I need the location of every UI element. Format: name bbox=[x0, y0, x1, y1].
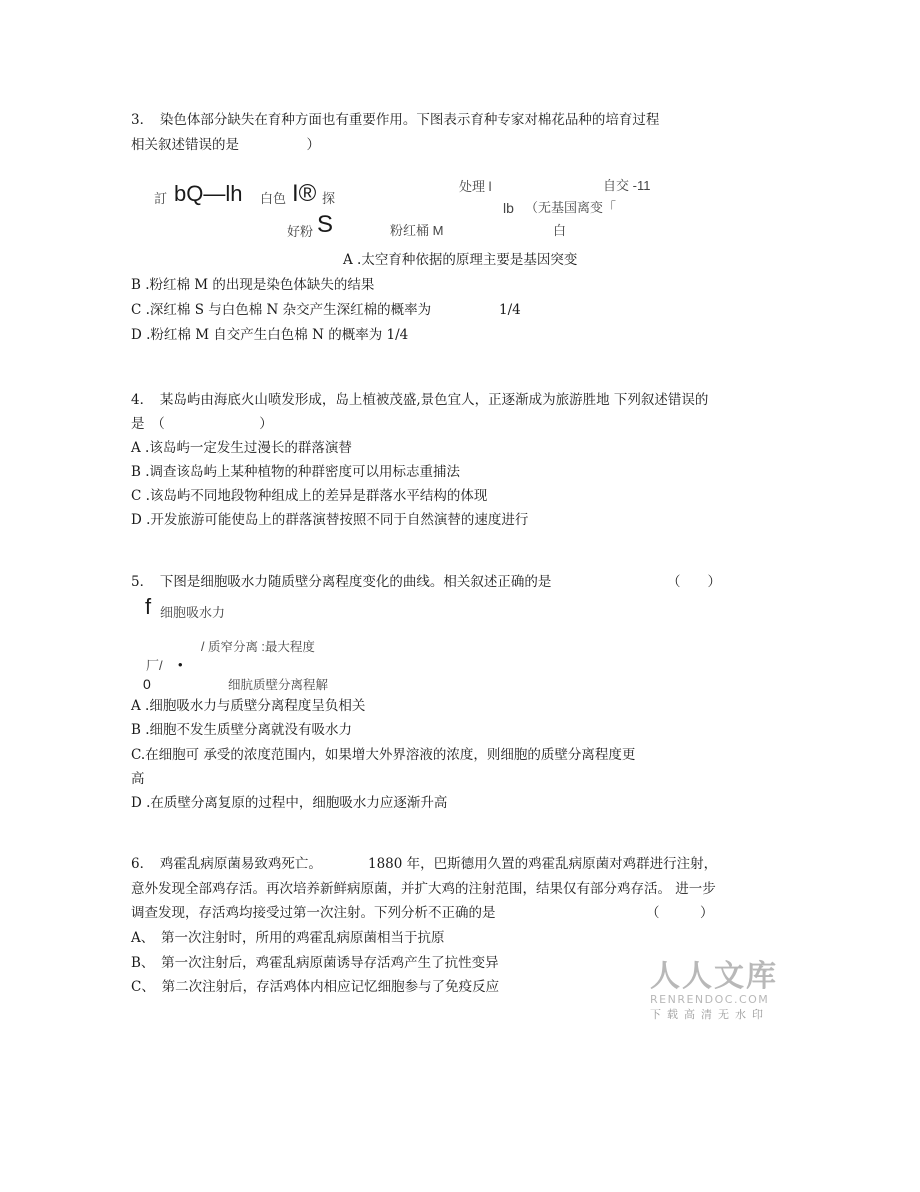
q6-option-b: B、 第一次注射后，鸡霍乱病原菌诱导存活鸡产生了抗性变异 bbox=[131, 955, 499, 971]
q6-stem-line1a: 6． 鸡霍乱病原菌易致鸡死亡。 bbox=[131, 856, 322, 872]
watermark-title: 人人文库 bbox=[650, 959, 778, 994]
diagram-label: 处理 l bbox=[459, 179, 492, 194]
watermark-site: RENRENDOC.COM bbox=[650, 993, 770, 1006]
q3-option-a: A .太空育种依据的原理主要是基因突变 bbox=[343, 252, 578, 268]
q4-option-a: A .该岛屿一定发生过漫长的群落演替 bbox=[131, 440, 352, 456]
q5-option-a: A .细胞吸水力与质壁分离程度呈负相关 bbox=[131, 698, 366, 714]
diagram-label: lb bbox=[503, 200, 514, 216]
diagram-label: （无基国离变「 bbox=[525, 200, 617, 215]
q5-stem-line1: 5． 下图是细胞吸水力随质壁分离程度变化的曲线。相关叙述正确的是 bbox=[131, 574, 552, 590]
q5-option-d: D .在质壁分离复原的过程中，细胞吸水力应逐渐升高 bbox=[131, 795, 448, 811]
diagram-label: 白色 bbox=[260, 191, 287, 206]
q5-option-c-cont: 高 bbox=[131, 771, 145, 787]
q3-option-c-value: 1/4 bbox=[499, 302, 521, 318]
q6-option-a: A、 第一次注射时，所用的鸡霍乱病原菌相当于抗原 bbox=[131, 930, 445, 946]
graph-annotation: / 质窄分离 :最大程度 bbox=[201, 640, 315, 654]
q4-stem-line2: 是 （ ） bbox=[131, 416, 273, 432]
q4-stem-line1: 4． 某岛屿由海底火山喷发形成，岛上植被茂盛,景色宜人，正逐渐成为旅游胜地 下列叙述错误的 bbox=[131, 392, 709, 408]
q5-option-b: B .细胞不发生质壁分离就没有吸水力 bbox=[131, 722, 353, 738]
q3-option-b: B .粉红棉 M 的出现是染色体缺失的结果 bbox=[131, 277, 375, 293]
q6-answer-paren: （ ） bbox=[646, 905, 714, 921]
diagram-label: bQ—lh bbox=[174, 181, 243, 206]
graph-curve-mark: 厂/ bbox=[146, 658, 163, 673]
q6-stem-line1b: 1880 年，巴斯德用久置的鸡霍乱病原菌对鸡群进行注射， bbox=[368, 856, 718, 872]
q5-option-c: C.在细胞可 承受的浓度范围内，如果增大外界溶液的浓度，则细胞的质壁分离程度更 bbox=[131, 747, 636, 763]
diagram-label: 好粉 bbox=[287, 224, 314, 239]
diagram-label: 訂 bbox=[154, 191, 168, 206]
q3-stem-line2: 相关叙述错误的是 ） bbox=[131, 137, 320, 153]
q4-option-b: B .调查该岛屿上某种植物的种群密度可以用标志重捕法 bbox=[131, 464, 461, 480]
graph-y-label: 细胞吸水力 bbox=[160, 605, 226, 620]
q3-option-d: D .粉红棉 M 自交产生白色棉 N 的概率为 1/4 bbox=[131, 327, 409, 343]
graph-x-label: 细肮质壁分离程解 bbox=[228, 678, 329, 692]
diagram-label: 探 bbox=[322, 191, 336, 206]
q5-answer-paren: （ ） bbox=[667, 574, 721, 590]
q6-stem-line2: 意外发现全部鸡存活。再次培养新鲜病原菌，并扩大鸡的注射范围，结果仅有部分鸡存活。 进一步 bbox=[131, 881, 716, 897]
diagram-label: 自交 -11 bbox=[603, 178, 651, 193]
graph-dot: • bbox=[178, 657, 183, 672]
watermark-tagline: 下载高清无水印 bbox=[650, 1008, 769, 1021]
q6-stem-line3: 调查发现，存活鸡均接受过第一次注射。下列分析不正确的是 bbox=[131, 905, 496, 921]
q3-stem-line1: 3． 染色体部分缺失在育种方面也有重要作用。下图表示育种专家对棉花品种的培育过程 bbox=[131, 112, 660, 128]
graph-y-symbol: f bbox=[145, 594, 152, 619]
diagram-label: I® bbox=[292, 180, 317, 207]
q3-option-c: C .深红棉 S 与白色棉 N 杂交产生深红棉的概率为 bbox=[131, 302, 432, 318]
q6-option-c: C、 第二次注射后，存活鸡体内相应记忆细胞参与了免疫反应 bbox=[131, 979, 500, 995]
q4-option-c: C .该岛屿不同地段物种组成上的差异是群落水平结构的体现 bbox=[131, 488, 488, 504]
q4-option-d: D .开发旅游可能使岛上的群落演替按照不同于自然演替的速度进行 bbox=[131, 512, 529, 528]
diagram-label: 粉红桶 M bbox=[390, 223, 444, 238]
diagram-label: S bbox=[317, 211, 334, 238]
diagram-label: 白 bbox=[553, 223, 567, 238]
graph-origin: 0 bbox=[143, 676, 151, 692]
